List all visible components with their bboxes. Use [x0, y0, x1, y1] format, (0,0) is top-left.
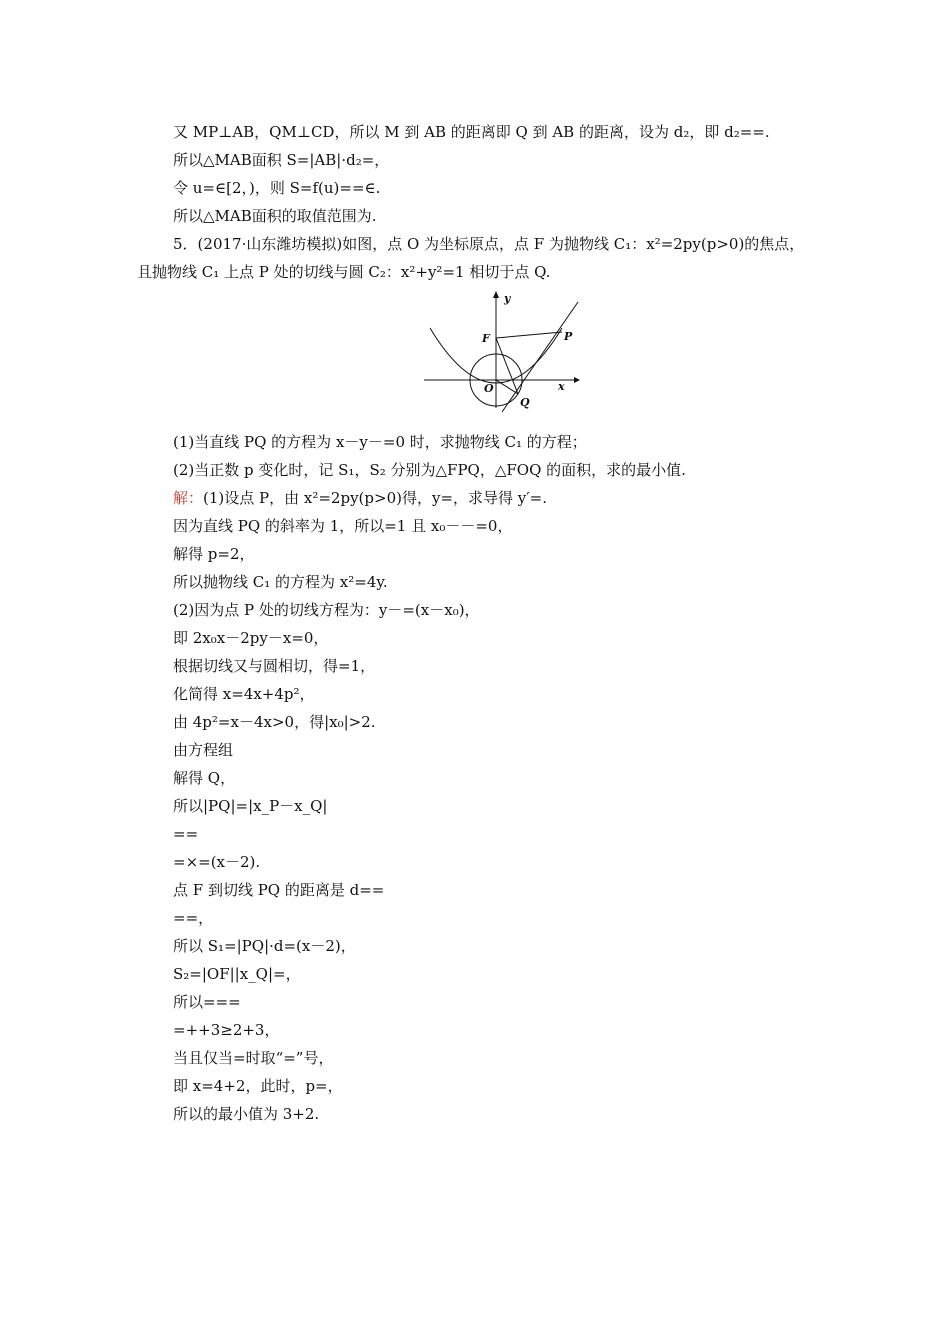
solution-line-6: 即 2x₀x－2py－x=0，	[173, 629, 329, 647]
solution-line-21: 当且仅当=时取“=”号，	[173, 1049, 334, 1067]
solution-line-22: 即 x=4+2，此时，p=，	[173, 1077, 343, 1095]
solution-line-8: 化简得 x=4x+4p²，	[173, 685, 315, 703]
x-axis-arrow	[574, 377, 580, 383]
point-P-label: P	[564, 330, 573, 343]
y-axis-arrow	[493, 291, 499, 298]
solution-line-9: 由 4p²=x－4x>0，得|x₀|>2.	[173, 713, 376, 731]
text-line-4: 所以△MAB面积的取值范围为.	[173, 207, 377, 225]
y-axis-label: y	[504, 292, 511, 305]
solution-text: (1)设点 P，由 x²=2py(p>0)得，y=，求导得 y′=.	[203, 489, 547, 507]
text-line-2: 所以△MAB面积 S=|AB|·d₂=，	[173, 151, 390, 169]
solution-line-2: 因为直线 PQ 的斜率为 1，所以=1 且 x₀－－=0，	[173, 517, 513, 535]
solution-line-7: 根据切线又与圆相切，得=1，	[173, 657, 376, 675]
text-line-3: 令 u=∈[2，)，则 S=f(u)==∈.	[173, 179, 381, 197]
solution-line-16: ==，	[173, 909, 214, 927]
segment-FP	[496, 332, 562, 338]
solution-line-13: ==	[173, 825, 199, 843]
segment-FQ	[496, 338, 518, 394]
text-line-1: 又 MP⊥AB，QM⊥CD，所以 M 到 AB 的距离即 Q 到 AB 的距离，设为 d₂，即 d₂==.	[173, 123, 770, 141]
solution-line-5: (2)因为点 P 处的切线方程为：y－=(x－x₀)，	[173, 601, 480, 619]
solution-line-19: 所以===	[173, 993, 241, 1011]
solution-label: 解：	[173, 489, 204, 507]
question-1: (1)当直线 PQ 的方程为 x－y－=0 时，求抛物线 C₁ 的方程；	[173, 433, 587, 451]
solution-line-11: 解得 Q，	[173, 769, 236, 787]
solution-line-20: =++3≥2+3，	[173, 1021, 280, 1039]
solution-line-23: 所以的最小值为 3+2.	[173, 1105, 320, 1123]
solution-line-15: 点 F 到切线 PQ 的距离是 d==	[173, 881, 385, 899]
solution-line-4: 所以抛物线 C₁ 的方程为 x²=4y.	[173, 573, 388, 591]
solution-line-10: 由方程组	[173, 741, 234, 759]
parabola-circle-figure	[422, 288, 582, 413]
segment-OQ	[496, 380, 518, 394]
solution-line-3: 解得 p=2，	[173, 545, 255, 563]
tangent-line	[502, 302, 578, 412]
point-Q-label: Q	[520, 396, 530, 409]
solution-line-14: =×=(x－2).	[173, 853, 261, 871]
solution-line-17: 所以 S₁=|PQ|·d=(x－2)，	[173, 937, 356, 955]
x-axis-label: x	[558, 380, 565, 393]
question-2: (2)当正数 p 变化时，记 S₁，S₂ 分别为△FPQ，△FOQ 的面积，求的最小值.	[173, 461, 686, 479]
solution-line-18: S₂=|OF||x_Q|=，	[173, 965, 301, 983]
point-O-label: O	[484, 382, 494, 395]
problem-5-line-1: 5．(2017·山东潍坊模拟)如图，点 O 为坐标原点，点 F 为抛物线 C₁：x²=2py(p>0)的焦点，	[173, 235, 805, 253]
point-F-label: F	[482, 332, 490, 345]
solution-line-12: 所以|PQ|=|x_P－x_Q|	[173, 797, 328, 815]
solution-line-1	[173, 488, 547, 508]
problem-5-line-2: 且抛物线 C₁ 上点 P 处的切线与圆 C₂：x²+y²=1 相切于点 Q.	[137, 263, 551, 281]
